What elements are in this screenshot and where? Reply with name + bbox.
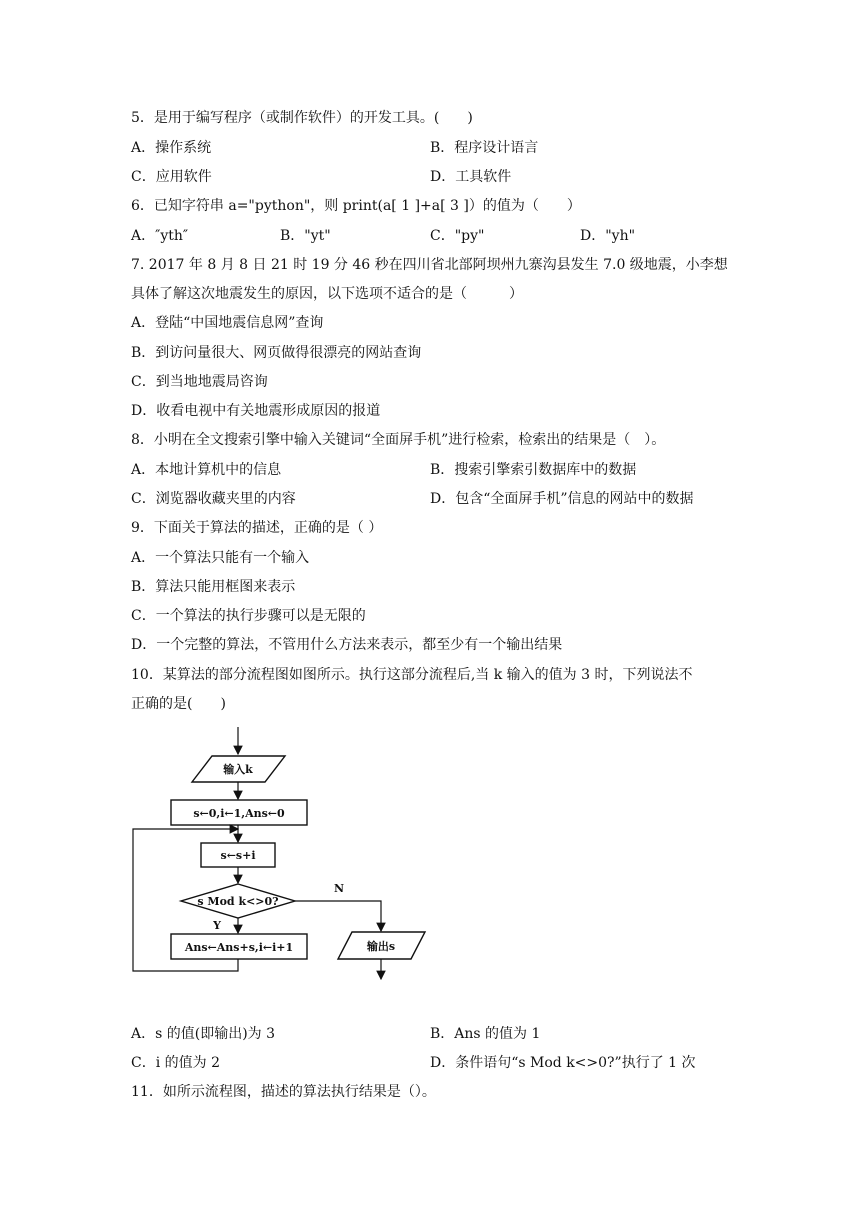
q5-option-a: A．操作系统 <box>131 140 212 156</box>
q6-stem: 6．已知字符串 a="python"，则 print(a[ 1 ]+a[ 3 ]）的值为（ ） <box>131 198 581 214</box>
flow-output-label: 输出s <box>366 940 396 953</box>
flow-yes-label: Y <box>213 919 221 932</box>
q9-option-a: A．一个算法只能有一个输入 <box>131 550 310 566</box>
q10-stem-line1: 10．某算法的部分流程图如图所示。执行这部分流程后,当 k 输入的值为 3 时，下列说法不 <box>131 667 693 683</box>
flow-no-label: N <box>333 882 345 895</box>
q10-option-d: D．条件语句“s Mod k<>0?”执行了 1 次 <box>430 1055 696 1071</box>
q7-option-c: C．到当地地震局咨询 <box>131 374 268 390</box>
q6-option-a: A．″yth″ <box>131 228 189 244</box>
q8-option-d: D．包含“全面屏手机”信息的网站中的数据 <box>430 491 694 507</box>
q7-option-b: B．到访问量很大、网页做得很漂亮的网站查询 <box>131 345 422 361</box>
q9-option-b: B．算法只能用框图来表示 <box>131 579 296 595</box>
flow-condition-label: s Mod k<>0? <box>197 895 279 908</box>
q10-option-a: A．s 的值(即输出)为 3 <box>131 1026 276 1042</box>
q6-option-b: B．"yt" <box>280 228 331 244</box>
q5-option-c: C．应用软件 <box>131 169 212 185</box>
q10-option-c: C．i 的值为 2 <box>131 1055 220 1071</box>
flow-init-label: s←0,i←1,Ans←0 <box>193 807 285 820</box>
q8-stem: 8．小明在全文搜索引擎中输入关键词“全面屏手机”进行检索，检索出的结果是（ ）。 <box>131 432 666 448</box>
q9-stem: 9．下面关于算法的描述，正确的是（ ） <box>131 520 383 536</box>
q5-option-b: B．程序设计语言 <box>430 140 539 156</box>
flow-input-label: 输入k <box>223 763 253 776</box>
flow-arrow-no <box>295 901 381 931</box>
q7-option-a: A．登陆“中国地震信息网”查询 <box>131 315 324 331</box>
q5-option-d: D．工具软件 <box>430 169 512 185</box>
q11-stem: 11．如所示流程图，描述的算法执行结果是（）。 <box>131 1084 436 1100</box>
q8-option-b: B．搜索引擎索引数据库中的数据 <box>430 462 637 478</box>
flow-update-label: Ans←Ans+s,i←i+1 <box>184 941 294 954</box>
q6-option-c: C．"py" <box>430 228 485 244</box>
q6-option-d: D．"yh" <box>580 228 636 244</box>
flow-accum-label: s←s+i <box>220 849 256 862</box>
q8-option-a: A．本地计算机中的信息 <box>131 462 282 478</box>
q7-stem-line1: 7. 2017 年 8 月 8 日 21 时 19 分 46 秒在四川省北部阿坝州九寨沟县发生 7.0 级地震，小李想 <box>131 257 728 273</box>
q9-option-d: D．一个完整的算法，不管用什么方法来表示，都至少有一个输出结果 <box>131 637 563 653</box>
q8-option-c: C．浏览器收藏夹里的内容 <box>131 491 296 507</box>
q10-option-b: B．Ans 的值为 1 <box>430 1026 541 1042</box>
q7-stem-line2: 具体了解这次地震发生的原因，以下选项不适合的是（ ） <box>131 286 523 302</box>
q10-stem-line2: 正确的是( ) <box>131 696 226 712</box>
q5-stem: 5．是用于编写程序（或制作软件）的开发工具。( ) <box>131 110 473 126</box>
q9-option-c: C．一个算法的执行步骤可以是无限的 <box>131 608 366 624</box>
flowchart <box>128 725 448 985</box>
q7-option-d: D．收看电视中有关地震形成原因的报道 <box>131 403 381 419</box>
